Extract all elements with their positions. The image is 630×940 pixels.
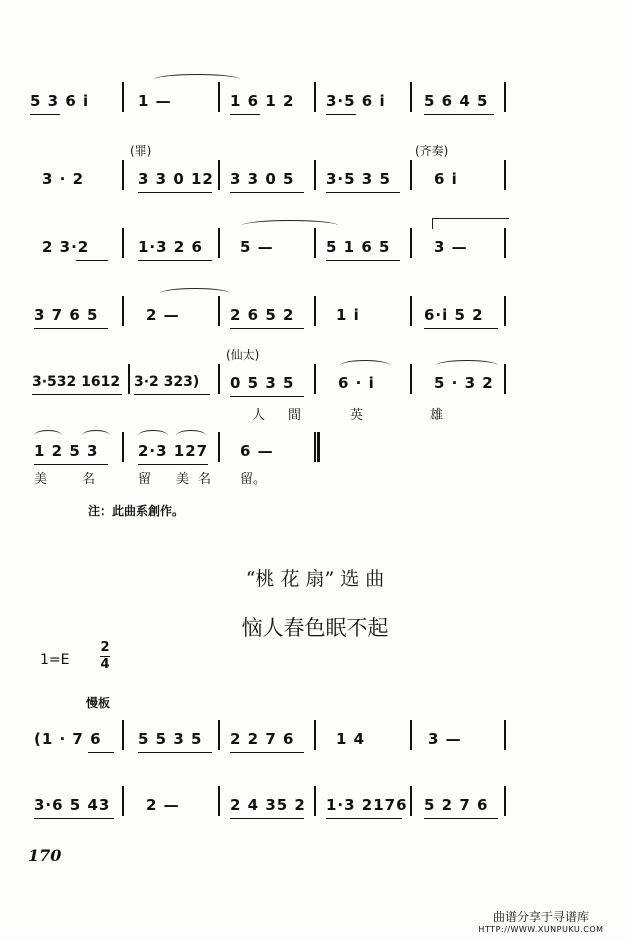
lyric: 雄 — [430, 408, 444, 423]
barline — [504, 296, 506, 326]
measure-2: 2·3 127 — [138, 442, 209, 460]
measure-1: 3 · 2 — [42, 170, 85, 188]
barline — [504, 160, 506, 190]
barline — [504, 82, 506, 112]
song-title: 恼人春色眠不起 — [241, 616, 389, 640]
time-signature — [100, 640, 110, 673]
barline — [218, 364, 220, 394]
measure-3: 2 6 5 2 — [230, 306, 295, 324]
barline — [122, 786, 124, 816]
barline — [122, 720, 124, 750]
underline — [138, 752, 212, 753]
underline — [230, 114, 260, 115]
barline — [314, 82, 316, 112]
barline — [410, 228, 412, 258]
measure-2: 1 — — [138, 92, 172, 110]
time-denominator: 4 — [100, 657, 110, 672]
barline — [504, 720, 506, 750]
slur — [436, 360, 498, 371]
lyric: 間 — [288, 408, 302, 423]
measure-1: 2 3·2 — [42, 238, 90, 256]
slur — [242, 220, 338, 231]
page-number: 170 — [28, 846, 62, 865]
measure-1: 3 7 6 5 — [34, 306, 99, 324]
lyric: 美 — [34, 472, 48, 487]
section-title: “桃 花 扇” 选 曲 — [245, 568, 385, 590]
barline — [218, 296, 220, 326]
score-system-6 — [30, 442, 510, 487]
slur — [176, 430, 206, 441]
barline — [504, 786, 506, 816]
instrument-mark: (齐奏) — [415, 144, 449, 158]
lyric: 留。 — [240, 472, 267, 487]
measure-5: 6 i — [434, 170, 458, 188]
measure-2: 1·3 2 6 — [138, 238, 203, 256]
underline — [32, 394, 122, 395]
underline — [138, 260, 212, 261]
underline — [230, 752, 304, 753]
slur — [82, 430, 110, 441]
measure-3: 0 5 3 5 — [230, 374, 295, 392]
underline — [138, 192, 212, 193]
underline — [34, 464, 108, 465]
barline — [504, 364, 506, 394]
barline — [122, 296, 124, 326]
underline — [76, 260, 108, 261]
measure-3: 6 — — [240, 442, 274, 460]
barline — [122, 82, 124, 112]
score-system-3 — [30, 238, 510, 268]
measure-1: 1 2 5 3 — [34, 442, 99, 460]
measure-2: 3 3 0 12 — [138, 170, 214, 188]
lyric: 英 — [350, 408, 364, 423]
barline — [218, 720, 220, 750]
composition-note: 注：此曲系創作。 — [88, 504, 185, 518]
tempo-mark: 慢板 — [86, 696, 111, 710]
measure-5: 5 6 4 5 — [424, 92, 489, 110]
lyric: 留 — [138, 472, 152, 487]
underline — [34, 328, 108, 329]
lyric: 人 — [252, 408, 266, 423]
measure-4: 1 i — [336, 306, 360, 324]
measure-3: 2 4 35 2 — [230, 796, 306, 814]
underline — [230, 396, 304, 397]
measure-4: 3·5 3 5 — [326, 170, 391, 188]
slur — [154, 74, 240, 85]
barline — [410, 720, 412, 750]
measure-1: 3·6 5 43 — [34, 796, 111, 814]
underline — [30, 114, 60, 115]
barline — [122, 432, 124, 462]
barline — [314, 720, 316, 750]
slur — [340, 360, 390, 371]
barline — [218, 160, 220, 190]
underline — [424, 328, 498, 329]
underline — [134, 394, 210, 395]
measure-2: 2 — — [146, 306, 180, 324]
barline — [122, 160, 124, 190]
barline — [314, 160, 316, 190]
watermark-line1: 曲谱分享于寻谱库 — [492, 910, 589, 924]
barline — [410, 296, 412, 326]
measure-2: 2 — — [146, 796, 180, 814]
measure-3: 3 3 0 5 — [230, 170, 295, 188]
measure-1: 5 3 6 i — [30, 92, 90, 110]
measure-4: 3·5 6 i — [326, 92, 386, 110]
score-system-1 — [30, 92, 510, 122]
tie — [432, 218, 509, 229]
barline — [314, 228, 316, 258]
barline — [504, 228, 506, 258]
barline — [314, 364, 316, 394]
underline — [88, 752, 114, 753]
barline — [128, 364, 130, 394]
score-system-4 — [30, 306, 510, 336]
underline — [326, 114, 356, 115]
measure-4: 1 4 — [336, 730, 366, 748]
measure-5: 5 · 3 2 — [434, 374, 494, 392]
section-system-1 — [30, 730, 510, 760]
measure-4: 1·3 2176 — [326, 796, 408, 814]
measure-5: 6·i 5 2 — [424, 306, 484, 324]
measure-2: 5 5 3 5 — [138, 730, 203, 748]
underline — [230, 328, 304, 329]
measure-4: 5 1 6 5 — [326, 238, 391, 256]
score-system-2 — [30, 144, 510, 200]
barline — [314, 786, 316, 816]
measure-5: 5 2 7 6 — [424, 796, 489, 814]
barline — [218, 786, 220, 816]
underline — [424, 114, 494, 115]
barline — [314, 296, 316, 326]
instrument-mark: (罪) — [130, 144, 152, 158]
measure-3: 5 — — [240, 238, 274, 256]
time-numerator: 2 — [100, 640, 110, 655]
key-label: 1=E — [40, 652, 70, 668]
lyric: 名 — [198, 472, 212, 487]
underline — [138, 464, 208, 465]
barline — [122, 228, 124, 258]
barline — [218, 432, 220, 462]
barline — [410, 82, 412, 112]
measure-3: 1 6 1 2 — [230, 92, 295, 110]
barline — [218, 228, 220, 258]
barline — [410, 786, 412, 816]
underline — [326, 260, 400, 261]
score-system-5 — [30, 348, 510, 423]
watermark — [466, 908, 616, 934]
measure-1: 3·532 1612 — [32, 374, 121, 390]
key-signature — [40, 652, 69, 668]
measure-5: 3 — — [428, 730, 462, 748]
measure-3: 2 2 7 6 — [230, 730, 295, 748]
measure-1: (1 · 7 6 — [34, 730, 102, 748]
measure-5: 3 — — [434, 238, 468, 256]
final-barline — [314, 432, 320, 462]
underline — [34, 818, 114, 819]
underline — [230, 818, 304, 819]
underline — [230, 192, 304, 193]
measure-2: 3·2 323) — [134, 374, 200, 390]
barline — [218, 82, 220, 112]
underline — [424, 818, 498, 819]
barline — [410, 160, 412, 190]
underline — [326, 192, 400, 193]
barline — [410, 364, 412, 394]
instrument-mark: (仙太) — [226, 348, 260, 362]
lyric: 美 — [176, 472, 190, 487]
lyric: 名 — [82, 472, 96, 487]
slur — [138, 430, 168, 441]
section-system-2 — [30, 796, 510, 826]
slur — [34, 430, 62, 441]
watermark-line2: HTTP://WWW.XUNPUKU.COM — [478, 925, 604, 934]
underline — [326, 818, 402, 819]
measure-4: 6 · i — [338, 374, 375, 392]
